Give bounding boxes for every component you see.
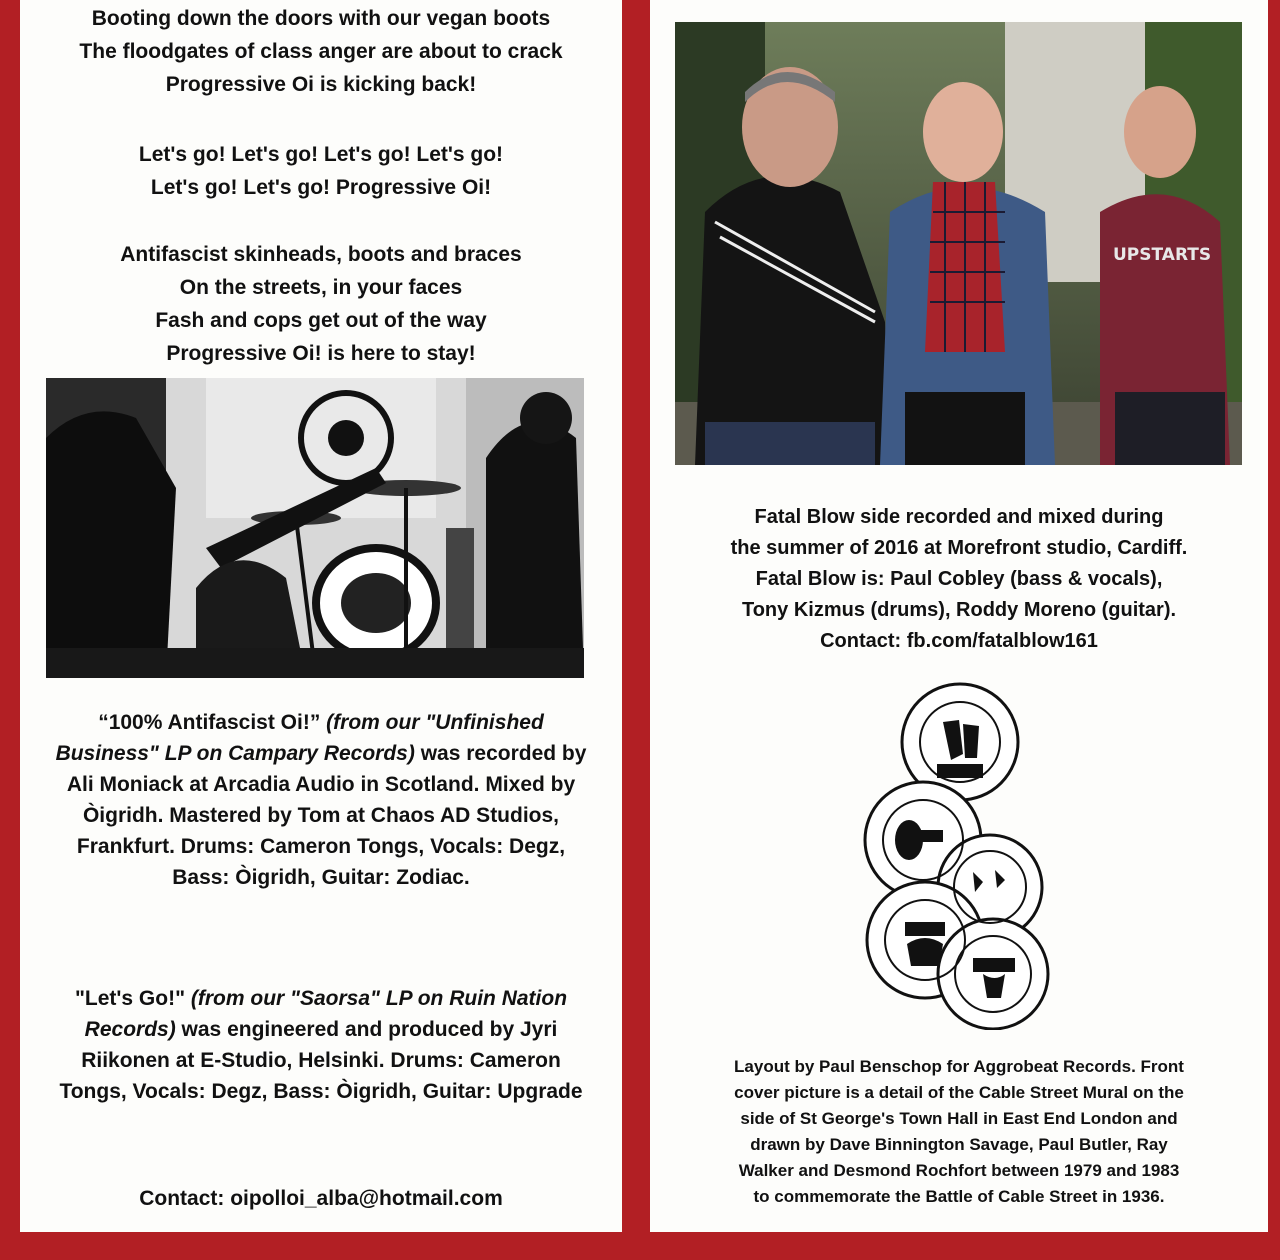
credits-line: the summer of 2016 at Morefront studio, Cardiff.	[730, 537, 1188, 559]
contact-email-text: Contact: oipolloi_alba@hotmail.com	[139, 1187, 503, 1210]
song-credits: was engineered and produced by Jyri Riikonen at E-Studio, Helsinki. Drums: Cameron Tongs, Vocals: Degz, Bass: Òigridh, Guitar: Upgrade	[59, 1018, 583, 1103]
credits-line: Walker and Desmond Rochfort between 1979 and 1983	[738, 1161, 1180, 1180]
contact-email	[20, 1184, 622, 1214]
lyrics-chorus	[20, 138, 622, 204]
lyric-line: Let's go! Let's go! Progressive Oi!	[150, 176, 492, 199]
lyric-line: Let's go! Let's go! Let's go! Let's go!	[138, 143, 504, 166]
credits-line: Fatal Blow side recorded and mixed during	[754, 506, 1164, 528]
credits-line: side of St George's Town Hall in East End London and	[740, 1109, 1178, 1128]
credits-lets-go	[50, 983, 592, 1107]
credits-line: Fatal Blow is: Paul Cobley (bass & vocals),	[755, 568, 1163, 590]
lyric-line: Progressive Oi is kicking back!	[165, 73, 477, 96]
lyric-line: Booting down the doors with our vegan boots	[91, 7, 551, 30]
right-panel	[650, 0, 1268, 1232]
lyrics-verse-1	[20, 2, 622, 101]
song-source: (from our "Unfinished Business" LP on Campary Records)	[55, 711, 544, 765]
song-credits: was recorded by Ali Moniack at Arcadia Audio in Scotland. Mixed by Òigridh. Mastered by Tom at Chaos AD Studios, Frankfurt. Drums: Cameron Tongs, Vocals: Degz, Bass: Òigridh, Guitar: Zodiac.	[66, 742, 587, 889]
layout-credits	[680, 1054, 1238, 1210]
lyric-line: The floodgates of class anger are about to crack	[79, 40, 563, 63]
song-title: “100% Antifascist Oi!”	[98, 711, 321, 734]
band-portrait-illustration	[675, 22, 1242, 465]
credits-antifascist-oi	[50, 707, 592, 893]
left-panel	[20, 0, 622, 1232]
credits-line: Tony Kizmus (drums), Roddy Moreno (guitar).	[741, 599, 1177, 621]
lyric-line: Progressive Oi! is here to stay!	[166, 342, 476, 365]
credits-line: Layout by Paul Benschop for Aggrobeat Records. Front	[734, 1057, 1184, 1076]
sharp-badges-logo	[855, 682, 1065, 1030]
song-source: (from our "Saorsa" LP on Ruin Nation Records)	[84, 987, 568, 1041]
credits-line: cover picture is a detail of the Cable Street Mural on the	[734, 1083, 1184, 1102]
band-live-photo-illustration	[46, 378, 584, 678]
shirt-logo-text: UPSTARTS	[1113, 245, 1212, 265]
lyric-line: On the streets, in your faces	[179, 276, 463, 299]
lyrics-verse-2	[20, 238, 622, 370]
credits-line: to commemorate the Battle of Cable Street in 1936.	[753, 1187, 1165, 1206]
band-live-photo	[46, 378, 584, 678]
lyric-line: Fash and cops get out of the way	[155, 309, 487, 332]
song-title: "Let's Go!"	[74, 987, 186, 1010]
band-portrait-photo	[675, 22, 1242, 465]
sharp-badges	[855, 682, 1065, 1030]
fatal-blow-credits	[650, 502, 1268, 657]
contact-fb: Contact: fb.com/fatalblow161	[820, 630, 1098, 652]
credits-line: drawn by Dave Binnington Savage, Paul Butler, Ray	[750, 1135, 1168, 1154]
lyric-line: Antifascist skinheads, boots and braces	[120, 243, 522, 266]
